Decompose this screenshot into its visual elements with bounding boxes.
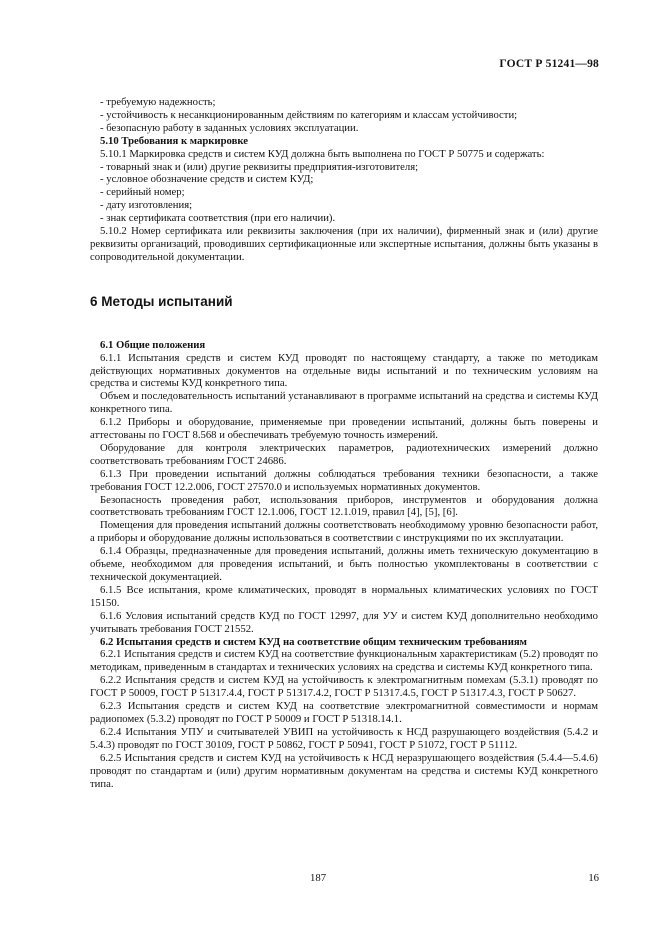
paragraph: 6.1.5 Все испытания, кроме климатических, проводят в нормальных климатических условиях по ГОСТ 15150. <box>90 583 598 609</box>
paragraph: 6.2.5 Испытания средств и систем КУД на устойчивость к НСД неразрушающего воздействия (5.4.4—5.4.6) проводят по стандартам и (или) другим нормативным документам на средства и системы КУД конкретного типа. <box>90 751 598 790</box>
paragraph: 5.10.1 Маркировка средств и систем КУД должна быть выполнена по ГОСТ Р 50775 и содержать: <box>100 147 545 160</box>
paragraph: 6.1.2 Приборы и оборудование, применяемые при проведении испытаний, должны быть поверены и аттестованы по ГОСТ 8.568 и обеспечивать требуемую точность измерений. <box>90 416 598 442</box>
document-body <box>90 96 598 790</box>
paragraph: 6.2.2 Испытания средств и систем КУД на устойчивость к электромагнитным помехам (5.3.1) проводят по ГОСТ Р 50009, ГОСТ Р 51317.4.4, ГОСТ Р 51317.4.2, ГОСТ Р 51317.4.5, ГОСТ Р 51317.4.3, ГОСТ Р 50627. <box>90 674 598 700</box>
paragraph: - серийный номер; <box>100 186 185 199</box>
paragraph: Объем и последовательность испытаний устанавливают в программе испытаний на средства и системы КУД конкретного типа. <box>90 390 598 416</box>
page-number-center: 187 <box>310 872 327 884</box>
paragraph: Помещения для проведения испытаний должны соответствовать необходимому уровню безопасности работ, а приборы и оборудование должны использоваться в соответствии с инструкциями по их эксплуатации. <box>90 519 598 545</box>
paragraph: 6.1.6 Условия испытаний средств КУД по ГОСТ 12997, для УУ и систем КУД дополнительно необходимо учитывать требования ГОСТ 21552. <box>90 609 598 635</box>
paragraph: 6.1.3 При проведении испытаний должны соблюдаться требования техники безопасности, а также требования ГОСТ 12.2.006, ГОСТ 27570.0 и используемых нормативных документов. <box>90 467 598 493</box>
paragraph: - условное обозначение средств и систем КУД; <box>100 173 314 186</box>
paragraph: 6.2.1 Испытания средств и систем КУД на соответствие функциональным характеристикам (5.2) проводят по методикам, приведенным в стандартах и технических условиях на средства и системы КУД конкретного типа. <box>90 648 598 674</box>
paragraph: Безопасность проведения работ, использования приборов, инструментов и оборудования должна соответствовать требованиям ГОСТ 12.1.006, ГОСТ 12.1.019, правил [4], [5], [6]. <box>90 493 598 519</box>
paragraph: - товарный знак и (или) другие реквизиты предприятия-изготовителя; <box>100 160 419 173</box>
paragraph: 6.2.4 Испытания УПУ и считывателей УВИП на устойчивость к НСД разрушающего воздействия (5.4.2 и 5.4.3) проводят по ГОСТ 30109, ГОСТ Р 50862, ГОСТ Р 50941, ГОСТ Р 51072, ГОСТ Р 51112. <box>90 725 598 751</box>
section-heading: 6 Методы испытаний <box>90 293 233 309</box>
subsection-heading: 6.2 Испытания средств и систем КУД на соответствие общим техническим требованиям <box>100 635 527 648</box>
paragraph: Оборудование для контроля электрических параметров, радиотехнических измерений должно соответствовать требованиям ГОСТ 24686. <box>90 441 598 467</box>
paragraph: 6.1.4 Образцы, предназначенные для проведения испытаний, должны иметь техническую документацию в объеме, необходимом для проведения испытаний, и быть полностью укомплектованы в соответствии с технической документацией. <box>90 545 598 583</box>
paragraph: - требуемую надежность; <box>100 96 216 108</box>
document-header: ГОСТ Р 51241—98 <box>499 58 599 70</box>
subsection-heading: 6.1 Общие положения <box>100 338 206 351</box>
paragraph: 6.1.1 Испытания средств и систем КУД проводят по настоящему стандарту, а также по методикам действующих нормативных документов на отдельные виды испытаний и по техническим условиям на средства и системы КУД конкретного типа. <box>90 351 598 390</box>
subsection-heading: 5.10 Требования к маркировке <box>100 134 249 147</box>
paragraph: 6.2.3 Испытания средств и систем КУД на соответствие электромагнитной совместимости и нормам радиопомех (5.3.2) проводят по ГОСТ Р 50009 и ГОСТ Р 51318.14.1. <box>90 700 598 725</box>
paragraph: - дату изготовления; <box>100 199 193 212</box>
paragraph: - устойчивость к несанкционированным действиям по категориям и классам устойчивости; <box>100 108 518 121</box>
paragraph: - безопасную работу в заданных условиях эксплуатации. <box>100 121 359 134</box>
paragraph: 5.10.2 Номер сертификата или реквизиты заключения (при их наличии), фирменный знак и (или) другие реквизиты организаций, проводивших сертификационные или экспертные испытания, должны быть указаны в сопроводительной документации. <box>90 225 598 263</box>
paragraph: - знак сертификата соответствия (при его наличии). <box>100 212 336 225</box>
page-number-right: 16 <box>588 872 599 884</box>
